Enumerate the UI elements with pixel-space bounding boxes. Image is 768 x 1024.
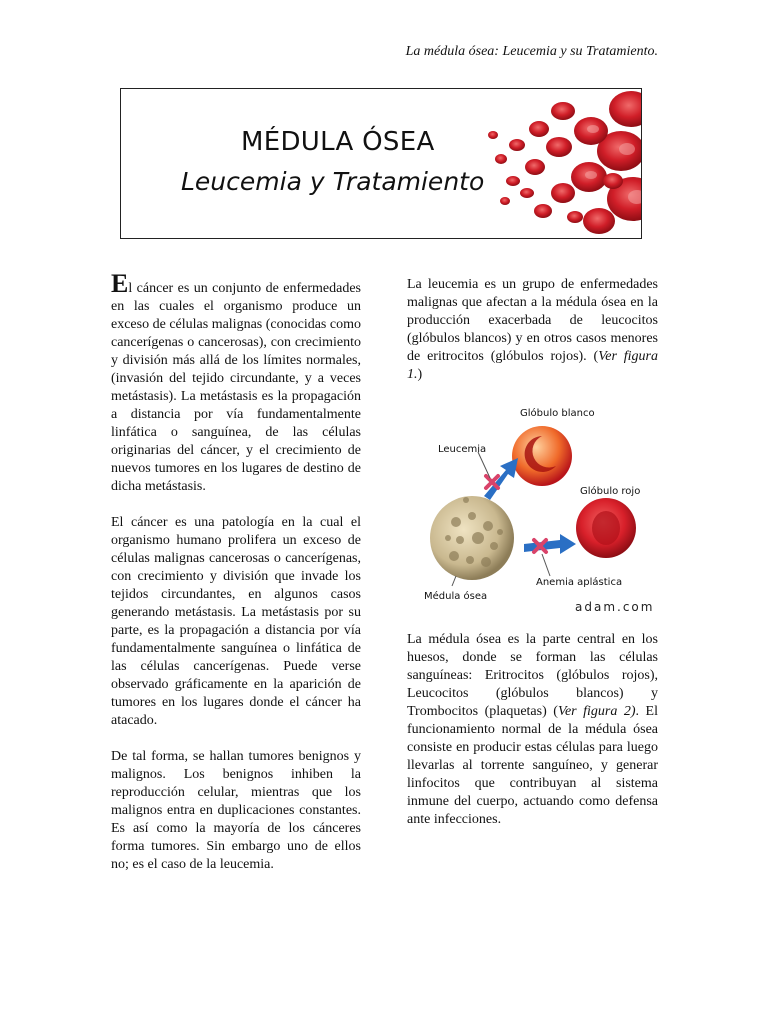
paragraph: El cáncer es una patología en la cual el organismo humano prolifera un exceso de células malignas cancerosas o cancerígenas, con crecimiento y división que invade los tejidos circundantes, en algunos casos generando metástasis. La metástasis por su parte, es la propagación a distancia por vía fundamentalmente sanguínea o linfática de las células cancerígenas. Puede verse observado gráficamente en la aparición de tumores en los lugares donde el cáncer ha atacado. <box>111 515 361 728</box>
paragraph <box>407 276 658 384</box>
title-box <box>120 88 642 239</box>
paragraph: De tal forma, se hallan tumores benignos y malignos. Los benignos inhiben la reproducción celular, mientras que los malignos entra en duplicaciones constantes. Es así como la mayoría de los cánceres forma tumores. Sin embargo uno de ellos no; es el caso de la leucemia. <box>111 749 361 872</box>
white-blood-cell-icon <box>512 426 572 486</box>
paragraph-text: La leucemia es un grupo de enfermedades malignas que afectan a la médula ósea en la producción exacerbada de leucocitos (glóbulos blancos) y en otros casos menores de eritrocitos (glóbulos rojos). ( <box>407 277 658 364</box>
image-credit: adam.com <box>575 600 655 614</box>
paragraph <box>111 269 361 496</box>
red-blood-cells-image <box>471 89 642 239</box>
drop-cap: E <box>111 269 129 298</box>
figure-reference: Ver figura 2) <box>557 704 636 719</box>
figure-reference: Ver figura 1. <box>407 349 659 382</box>
paragraph-text: l cáncer es un conjunto de enfermedades en las cuales el organismo produce un exceso de células malignas (conocidas como cancerígenas o cancerosas), con crecimiento y división más allá de los límites normales, (invasión del tejido circundante, y a veces metástasis). La metástasis es la propagación a distancia por vía fundamentalmente linfática o sanguínea, de las células originarias del cáncer, y el crecimiento de nuevos tumores en los lugares de destino de dicha metástasis. <box>111 281 361 494</box>
label-red-cell: Glóbulo rojo <box>580 486 641 497</box>
label-leukemia: Leucemia <box>438 444 487 455</box>
label-white-cell: Glóbulo blanco <box>520 408 595 419</box>
left-column <box>111 269 361 874</box>
paragraph-text: . El funcionamiento normal de la médula ósea consiste en producir estas células para luego llevarlas al torrente sanguíneo, y generar linfocitos que contribuyan al sistema inmune del cuerpo, actuando como defensa ante infecciones. <box>407 704 658 827</box>
document-subtitle: Leucemia y Tratamiento <box>181 167 485 196</box>
label-aplastic-anemia: Anemia aplástica <box>536 577 623 588</box>
label-bone-marrow: Médula ósea <box>424 591 488 602</box>
right-column-top <box>407 276 658 384</box>
document-title: MÉDULA ÓSEA <box>241 127 435 157</box>
paragraph <box>407 631 658 829</box>
right-column-bottom <box>407 631 658 829</box>
figure-leukemia-diagram <box>420 404 675 616</box>
paragraph-text: La médula ósea es la parte central en los huesos, donde se forman las células sanguíneas: Eritrocitos (glóbulos rojos), Leucocitos (glóbulos blancos) y Trombocitos (plaquetas) ( <box>407 632 658 719</box>
paragraph-text: ) <box>417 367 423 382</box>
running-header: La médula ósea: Leucemia y su Tratamiento. <box>405 44 658 59</box>
